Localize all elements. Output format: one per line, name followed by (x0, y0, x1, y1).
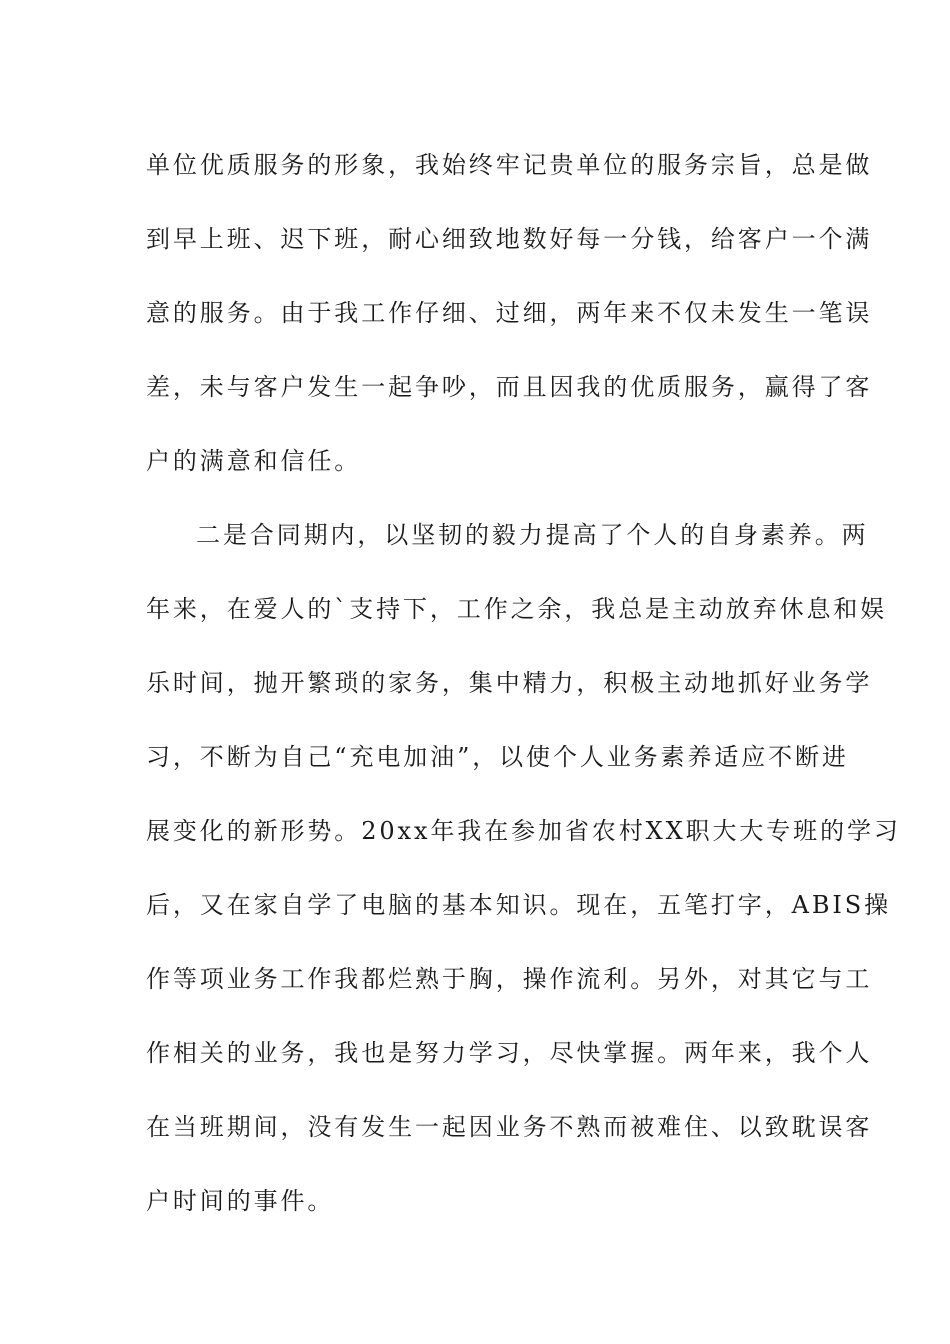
text-line: 作相关的业务，我也是努力学习，尽快掌握。两年来，我个人 (146, 1039, 873, 1067)
text-line: 差，未与客户发生一起争吵，而且因我的优质服务，赢得了客 (146, 373, 873, 401)
text-line: 户时间的事件。 (146, 1187, 335, 1215)
text-line: 习，不断为自己“充电加油”，以使个人业务素养适应不断进 (146, 743, 849, 771)
text-line: 单位优质服务的形象，我始终牢记贵单位的服务宗旨，总是做 (146, 151, 873, 179)
paragraph-1 (146, 128, 873, 498)
text-line: 年来，在爱人的`支持下，工作之余，我总是主动放弃休息和娱 (146, 595, 888, 623)
text-line: 后，又在家自学了电脑的基本知识。现在，五笔打字，ABIS操 (146, 891, 891, 919)
text-line: 二是合同期内，以坚韧的毅力提高了个人的自身素养。两 (196, 521, 869, 549)
text-line: 作等项业务工作我都烂熟于胸，操作流利。另外，对其它与工 (146, 965, 873, 993)
text-line: 到早上班、迟下班，耐心细致地数好每一分钱，给客户一个满 (146, 225, 873, 253)
text-line: 意的服务。由于我工作仔细、过细，两年来不仅未发生一笔误 (146, 299, 873, 327)
text-line: 在当班期间，没有发生一起因业务不熟而被难住、以致耽误客 (146, 1113, 873, 1141)
text-line: 户的满意和信任。 (146, 447, 362, 475)
text-line: 乐时间，抛开繁琐的家务，集中精力，积极主动地抓好业务学 (146, 669, 873, 697)
document-body (146, 128, 901, 1238)
paragraph-2 (146, 498, 901, 1238)
text-line: 展变化的新形势。20xx年我在参加省农村XX职大大专班的学习 (146, 817, 901, 845)
